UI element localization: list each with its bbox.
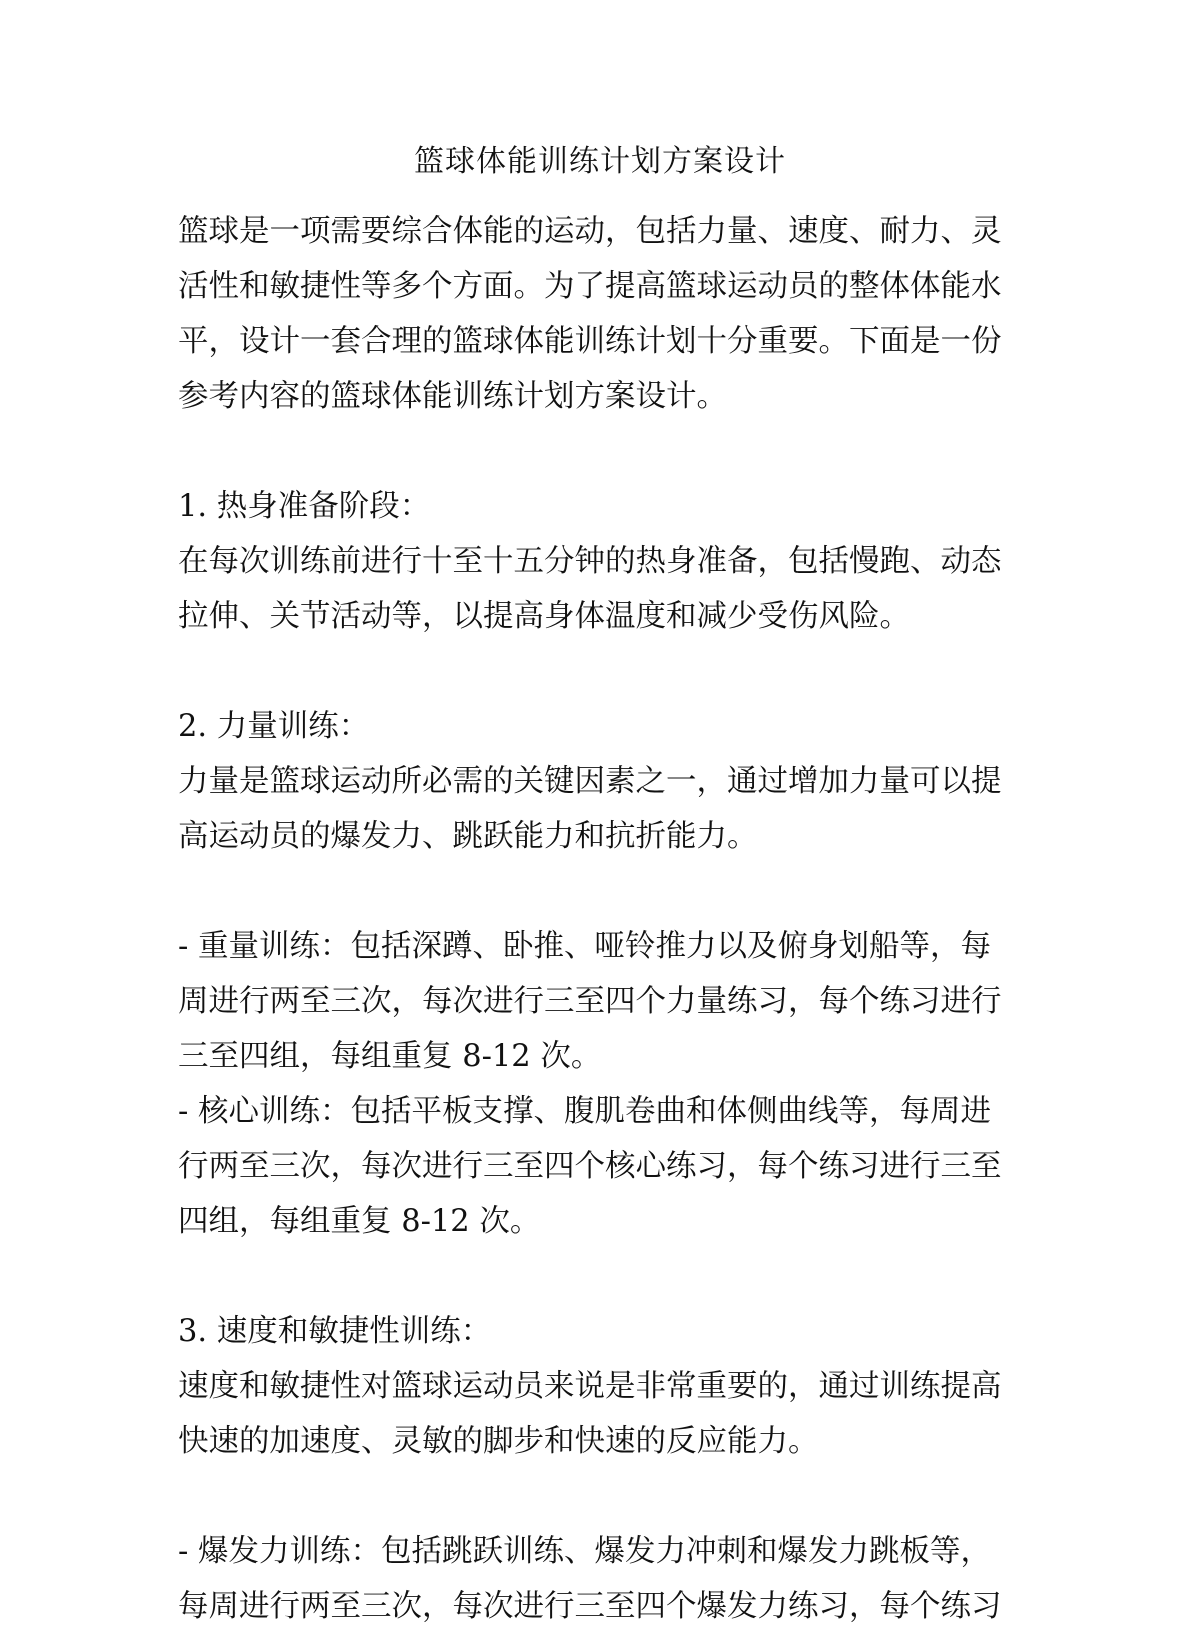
text-line: 3. 速度和敏捷性训练： [178,1314,492,1349]
document-title: 篮球体能训练计划方案设计 [414,144,786,179]
text-line: 四组，每组重复 8-12 次。 [178,1204,541,1239]
text-line: 拉伸、关节活动等，以提高身体温度和减少受伤风险。 [178,599,910,634]
text-line: 高运动员的爆发力、跳跃能力和抗折能力。 [178,819,758,854]
text-line: 活性和敏捷性等多个方面。为了提高篮球运动员的整体体能水 [178,269,1002,304]
text-line: 三至四组，每组重复 8-12 次。 [178,1039,602,1074]
text-line: 快速的加速度、灵敏的脚步和快速的反应能力。 [178,1424,819,1459]
text-line: 每周进行两至三次，每次进行三至四个爆发力练习，每个练习 [178,1589,1002,1624]
paragraph-spacer [178,424,1030,479]
paragraph-spacer [178,864,1030,919]
paragraph-spacer [178,1469,1030,1524]
text-line: - 重量训练：包括深蹲、卧推、哑铃推力以及俯身划船等，每 [178,929,991,964]
text-line: 周进行两至三次，每次进行三至四个力量练习，每个练习进行 [178,984,1002,1019]
text-line: - 爆发力训练：包括跳跃训练、爆发力冲刺和爆发力跳板等， [178,1534,991,1569]
text-line: 2. 力量训练： [178,709,370,744]
text-line: 在每次训练前进行十至十五分钟的热身准备，包括慢跑、动态 [178,544,1002,579]
text-line: 篮球是一项需要综合体能的运动，包括力量、速度、耐力、灵 [178,214,1002,249]
text-line: 行两至三次，每次进行三至四个核心练习，每个练习进行三至 [178,1149,1002,1184]
text-line: 速度和敏捷性对篮球运动员来说是非常重要的，通过训练提高 [178,1369,1002,1404]
paragraph-spacer [178,1249,1030,1304]
text-line: 参考内容的篮球体能训练计划方案设计。 [178,379,727,414]
text-line: 1. 热身准备阶段： [178,489,431,524]
text-line: 平，设计一套合理的篮球体能训练计划十分重要。下面是一份 [178,324,1002,359]
text-line: 力量是篮球运动所必需的关键因素之一，通过增加力量可以提 [178,764,1002,799]
document-body [178,204,1030,1634]
text-line: - 核心训练：包括平板支撑、腹肌卷曲和体侧曲线等，每周进 [178,1094,991,1129]
paragraph-spacer [178,644,1030,699]
